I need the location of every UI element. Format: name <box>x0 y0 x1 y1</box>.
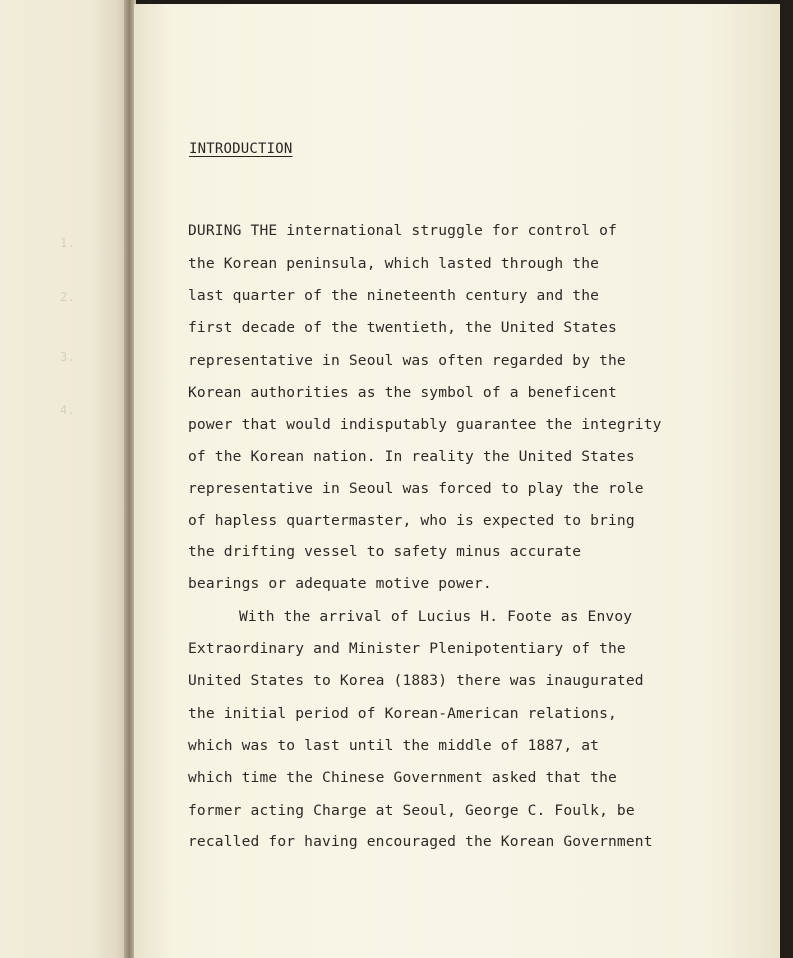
text-line: which time the Chinese Government asked that the <box>188 769 617 786</box>
text-line: former acting Charge at Seoul, George C. Foulk, be <box>188 802 635 819</box>
left-page <box>0 0 128 958</box>
text-line: bearings or adequate motive power. <box>188 575 492 592</box>
margin-label-1: 1. <box>60 236 76 250</box>
text-line: the initial period of Korean-American relations, <box>188 705 617 722</box>
margin-label-4: 4. <box>60 403 76 417</box>
page-heading: INTRODUCTION <box>189 141 293 157</box>
text-line: United States to Korea (1883) there was inaugurated <box>188 672 644 689</box>
page-edge <box>780 0 793 958</box>
text-line: With the arrival of Lucius H. Foote as Envoy <box>239 608 633 625</box>
text-line: representative in Seoul was forced to play the role <box>188 480 644 497</box>
text-line: power that would indisputably guarantee the integrity <box>188 416 662 433</box>
text-line: the drifting vessel to safety minus accurate <box>188 543 582 560</box>
text-line: Extraordinary and Minister Plenipotentiary of the <box>188 640 626 657</box>
text-line: DURING THE international struggle for control of <box>188 222 617 239</box>
text-line: of hapless quartermaster, who is expected to bring <box>188 512 635 529</box>
text-line: recalled for having encouraged the Korean Government <box>188 833 653 850</box>
text-line: which was to last until the middle of 1887, at <box>188 737 600 754</box>
text-line: last quarter of the nineteenth century and the <box>188 287 600 304</box>
margin-label-2: 2. <box>60 290 76 304</box>
text-line: first decade of the twentieth, the United States <box>188 319 617 336</box>
text-line: of the Korean nation. In reality the United States <box>188 448 635 465</box>
text-line: Korean authorities as the symbol of a beneficent <box>188 384 617 401</box>
margin-label-3: 3. <box>60 350 76 364</box>
text-line: the Korean peninsula, which lasted through the <box>188 255 600 272</box>
text-line: representative in Seoul was often regarded by the <box>188 352 626 369</box>
